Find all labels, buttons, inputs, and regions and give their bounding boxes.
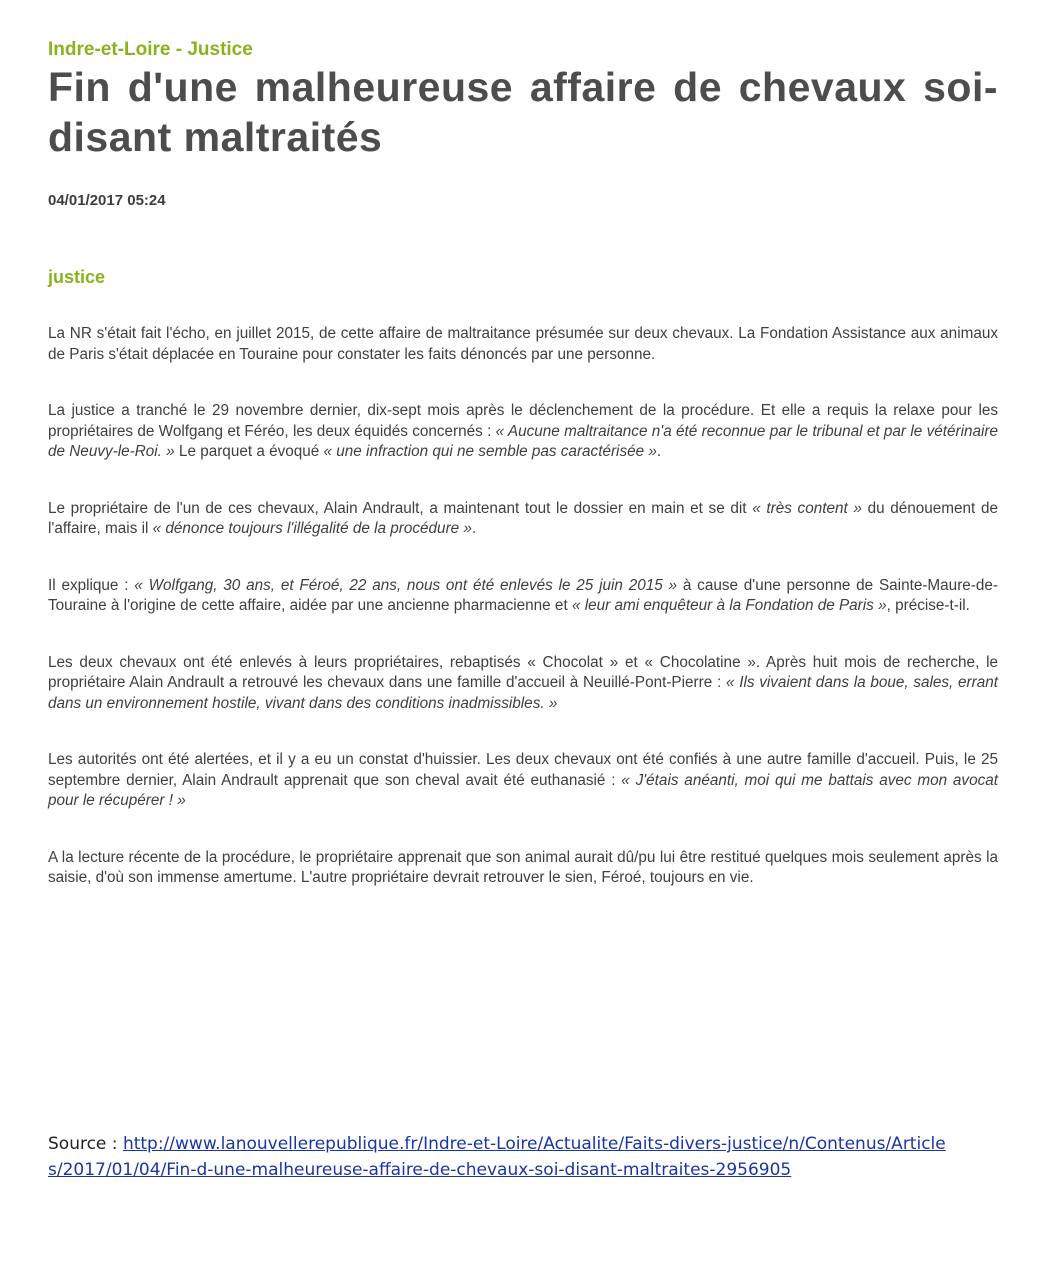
quote: « une infraction qui ne semble pas caractérisée » [323,443,657,460]
quote: « Aucune maltraitance n'a été reconnue par le tribunal et par le vétérinaire de Neuvy-le-Roi. » [48,422,998,460]
article-category: Indre-et-Loire - Justice [48,39,253,60]
article-date: 04/01/2017 05:24 [48,192,166,209]
quote: « Ils vivaient dans la boue, sales, errant dans un environnement hostile, vivant dans des conditions inadmissibles. » [48,674,998,712]
quote: « très content » [752,499,862,517]
paragraph-3: Le propriétaire de l'un de ces chevaux, Alain Andrault, a maintenant tout le dossier en main et se dit « très content » du dénouement de l'affaire, mais il « dénonce toujours l'illégalité de la procédure ». [48,499,998,537]
quote: « Wolfgang, 30 ans, et Féroé, 22 ans, nous ont été enlevés le 25 juin 2015 » [134,576,678,594]
source-link[interactable]: http://www.lanouvellerepublique.fr/Indre-et-Loire/Actualite/Faits-divers-justice/n/Contenus/Articles/2017/01/04/Fin-d-une-malheureuse-affaire-de-chevaux-soi-disant-maltraites-2956905 [48,1134,946,1180]
source-line [48,1131,948,1183]
quote: « leur ami enquêteur à la Fondation de Paris » [571,597,887,614]
paragraph-5: Les deux chevaux ont été enlevés à leurs propriétaires, rebaptisés « Chocolat » et « Chocolatine ». Après huit mois de recherche, le propriétaire Alain Andrault a retrouvé les chevaux dans une famille d'accueil à Neuillé-Pont-Pierre : « Ils vivaient dans la boue, sales, errant dans un environnement hostile, vivant dans des conditions inadmissibles. » [48,653,998,712]
article-body [48,324,998,889]
article-title: Fin d'une malheureuse affaire de chevaux soi-disant maltraités [48,64,998,160]
paragraph-4: Il explique : « Wolfgang, 30 ans, et Féroé, 22 ans, nous ont été enlevés le 25 juin 2015 » à cause d'une personne de Sainte-Maure-de-Touraine à l'origine de cette affaire, aidée par une ancienne pharmacienne et « leur ami enquêteur à la Fondation de Paris », précise-t-il. [48,576,998,614]
paragraph-7: A la lecture récente de la procédure, le propriétaire apprenait que son animal aurait dû/pu lui être restitué quelques mois seulement après la saisie, d'où son immense amertume. L'autre propriétaire devrait retrouver le sien, Féroé, toujours en vie. [48,848,998,886]
article-tag: justice [48,267,106,287]
paragraph-2: La justice a tranché le 29 novembre dernier, dix-sept mois après le déclenchement de la procédure. Et elle a requis la relaxe pour les propriétaires de Wolfgang et Féréo, les deux équidés concernés : « Aucune maltraitance n'a été reconnue par le tribunal et par le vétérinaire de Neuvy-le-Roi. » Le parquet a évoqué « une infraction qui ne semble pas caractérisée ». [48,402,998,460]
quote: « J'étais anéanti, moi qui me battais avec mon avocat pour le récupérer ! » [48,771,998,809]
paragraph-1: La NR s'était fait l'écho, en juillet 2015, de cette affaire de maltraitance présumée sur deux chevaux. La Fondation Assistance aux animaux de Paris s'était déplacée en Touraine pour constater les faits dénoncés par une personne. [48,325,998,363]
article [48,38,998,925]
paragraph-6: Les autorités ont été alertées, et il y a eu un constat d'huissier. Les deux chevaux ont été confiés à une autre famille d'accueil. Puis, le 25 septembre dernier, Alain Andrault apprenait que son cheval avait été euthanasié : « J'étais anéanti, moi qui me battais avec mon avocat pour le récupérer ! » [48,751,998,809]
source-label: Source : [48,1134,123,1154]
quote: « dénonce toujours l'illégalité de la procédure » [152,520,472,537]
